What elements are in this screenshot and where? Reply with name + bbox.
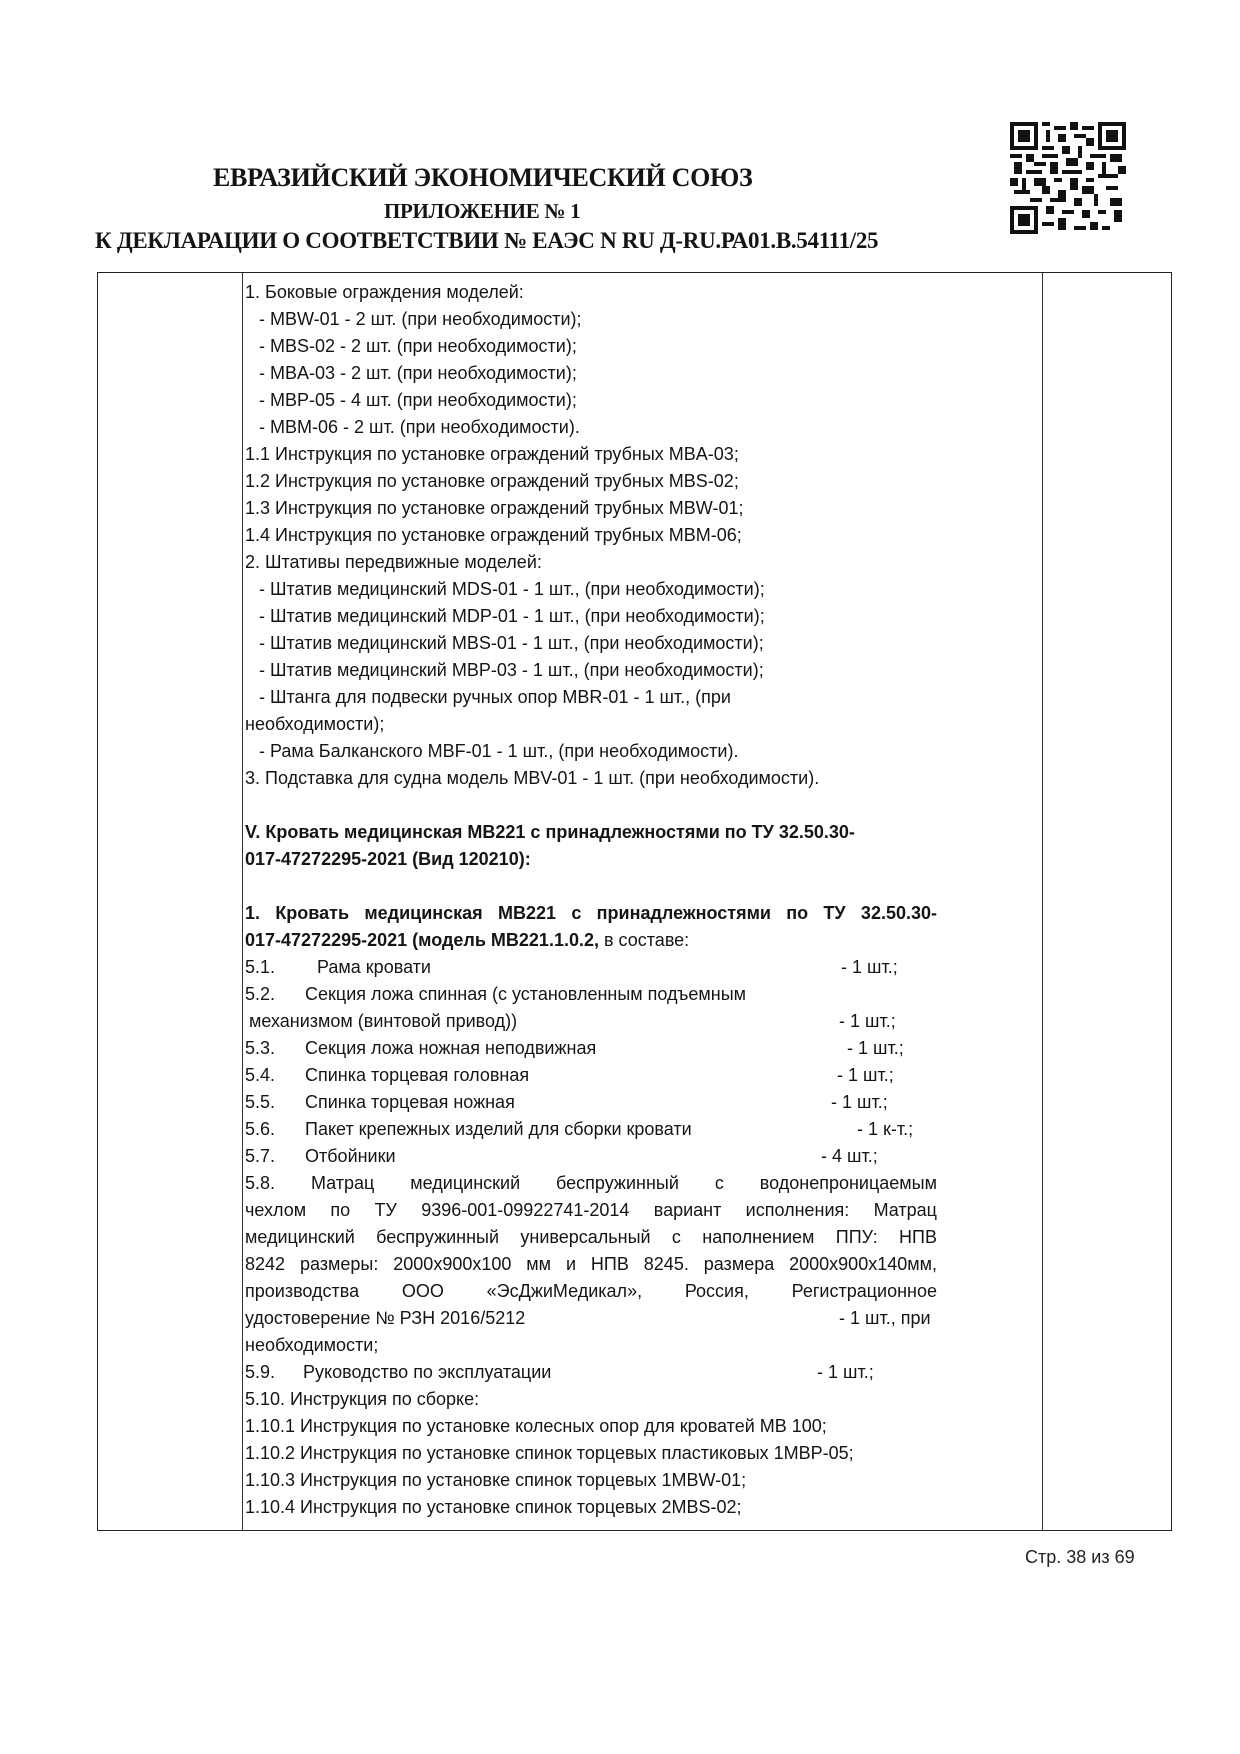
content-text	[245, 279, 937, 1521]
appendix-title: ПРИЛОЖЕНИЕ № 1	[384, 199, 581, 223]
list-item: - Штатив медицинский MDS-01 - 1 шт., (при необходимости);	[259, 579, 765, 599]
assembly-item: 1.10.3 Инструкция по установке спинок торцевых 1MBW-01;	[245, 1470, 747, 1490]
mattress-line: 8242 размеры: 2000x900x100 мм и НПВ 8245. размера 2000x900x140мм,	[245, 1254, 937, 1274]
bed-model-heading: 1. Кровать медицинская МВ221 с принадлежностями по ТУ 32.50.30-	[245, 903, 937, 923]
component-row: 5.1. Рама кровати - 1 шт.;	[245, 957, 898, 977]
table-column-right	[1043, 273, 1171, 1530]
assembly-item: 1.10.2 Инструкция по установке спинок торцевых пластиковых 1MBP-05;	[245, 1443, 854, 1463]
section-v-heading-cont: 017-47272295-2021 (Вид 120210):	[245, 849, 531, 869]
instruction-item: 1.1 Инструкция по установке ограждений трубных MBA-03;	[245, 444, 739, 464]
assembly-item: 1.10.1 Инструкция по установке колесных опор для кроватей МВ 100;	[245, 1416, 827, 1436]
declaration-number: К ДЕКЛАРАЦИИ О СООТВЕТСТВИИ № ЕАЭС N RU Д-RU.РА01.В.54111/25	[95, 228, 879, 253]
component-row: 5.5. Спинка торцевая ножная - 1 шт.;	[245, 1092, 888, 1112]
mattress-tail: необходимости;	[245, 1335, 379, 1355]
list-item: - MBA-03 - 2 шт. (при необходимости);	[259, 363, 577, 383]
table-column-left	[98, 273, 243, 1530]
list-item: - MBP-05 - 4 шт. (при необходимости);	[259, 390, 577, 410]
component-row: механизмом (винтовой привод)) - 1 шт.;	[249, 1011, 896, 1031]
section3-text: 3. Подставка для судна модель MBV-01 - 1 шт. (при необходимости).	[245, 768, 820, 788]
mattress-line: чехлом по ТУ 9396-001-09922741-2014 вариант исполнения: Матрац	[245, 1200, 937, 1220]
list-item: - Штатив медицинский MBS-01 - 1 шт., (при необходимости);	[259, 633, 764, 653]
instruction-item: 1.3 Инструкция по установке ограждений трубных MBW-01;	[245, 498, 744, 518]
list-item: - MBM-06 - 2 шт. (при необходимости).	[259, 417, 580, 437]
qr-code-icon	[1010, 122, 1126, 234]
list-item: - Рама Балканского MBF-01 - 1 шт., (при необходимости).	[259, 741, 739, 761]
component-row: 5.4. Спинка торцевая головная - 1 шт.;	[245, 1065, 894, 1085]
page-number: Стр. 38 из 69	[1025, 1547, 1135, 1567]
list-item-wrap: необходимости);	[245, 714, 385, 734]
component-row: 5.2. Секция ложа спинная (с установленным подъемным	[245, 984, 747, 1004]
list-item: - Штатив медицинский MBP-03 - 1 шт., (при необходимости);	[259, 660, 764, 680]
section2-heading: 2. Штативы передвижные моделей:	[245, 552, 542, 572]
mattress-line: производства ООО «ЭсДжиМедикал», Россия, Регистрационное	[245, 1281, 937, 1301]
list-item: - MBW-01 - 2 шт. (при необходимости);	[259, 309, 582, 329]
assembly-item: 1.10.4 Инструкция по установке спинок торцевых 2MBS-02;	[245, 1497, 742, 1517]
union-title: ЕВРАЗИЙСКИЙ ЭКОНОМИЧЕСКИЙ СОЮЗ	[213, 163, 753, 192]
appendix-table	[97, 272, 1172, 1531]
section-v-heading: V. Кровать медицинская МВ221 с принадлежностями по ТУ 32.50.30-	[245, 822, 855, 842]
component-row: 5.7. Отбойники - 4 шт.;	[245, 1146, 878, 1166]
component-row: 5.9. Руководство по эксплуатации - 1 шт.;	[245, 1362, 874, 1382]
assembly-heading: 5.10. Инструкция по сборке:	[245, 1389, 480, 1409]
component-row: 5.3. Секция ложа ножная неподвижная - 1 шт.;	[245, 1038, 904, 1058]
list-item: - MBS-02 - 2 шт. (при необходимости);	[259, 336, 577, 356]
list-item: - Штатив медицинский MDP-01 - 1 шт., (при необходимости);	[259, 606, 765, 626]
bed-model-heading-cont: 017-47272295-2021 (модель МВ221.1.0.2, в составе:	[245, 930, 690, 950]
mattress-line: 5.8. Матрац медицинский беспружинный с водонепроницаемым	[245, 1173, 937, 1193]
mattress-line: медицинский беспружинный универсальный с наполнением ППУ: НПВ	[245, 1227, 937, 1247]
list-item: - Штанга для подвески ручных опор MBR-01 - 1 шт., (при	[259, 687, 731, 707]
mattress-registration: удостоверение № РЗН 2016/5212 - 1 шт., при	[245, 1308, 931, 1328]
table-column-content	[243, 273, 1043, 1530]
section1-heading: 1. Боковые ограждения моделей:	[245, 282, 524, 302]
instruction-item: 1.2 Инструкция по установке ограждений трубных MBS-02;	[245, 471, 739, 491]
component-row: 5.6. Пакет крепежных изделий для сборки кровати - 1 к-т.;	[245, 1119, 914, 1139]
instruction-item: 1.4 Инструкция по установке ограждений трубных MBM-06;	[245, 525, 742, 545]
